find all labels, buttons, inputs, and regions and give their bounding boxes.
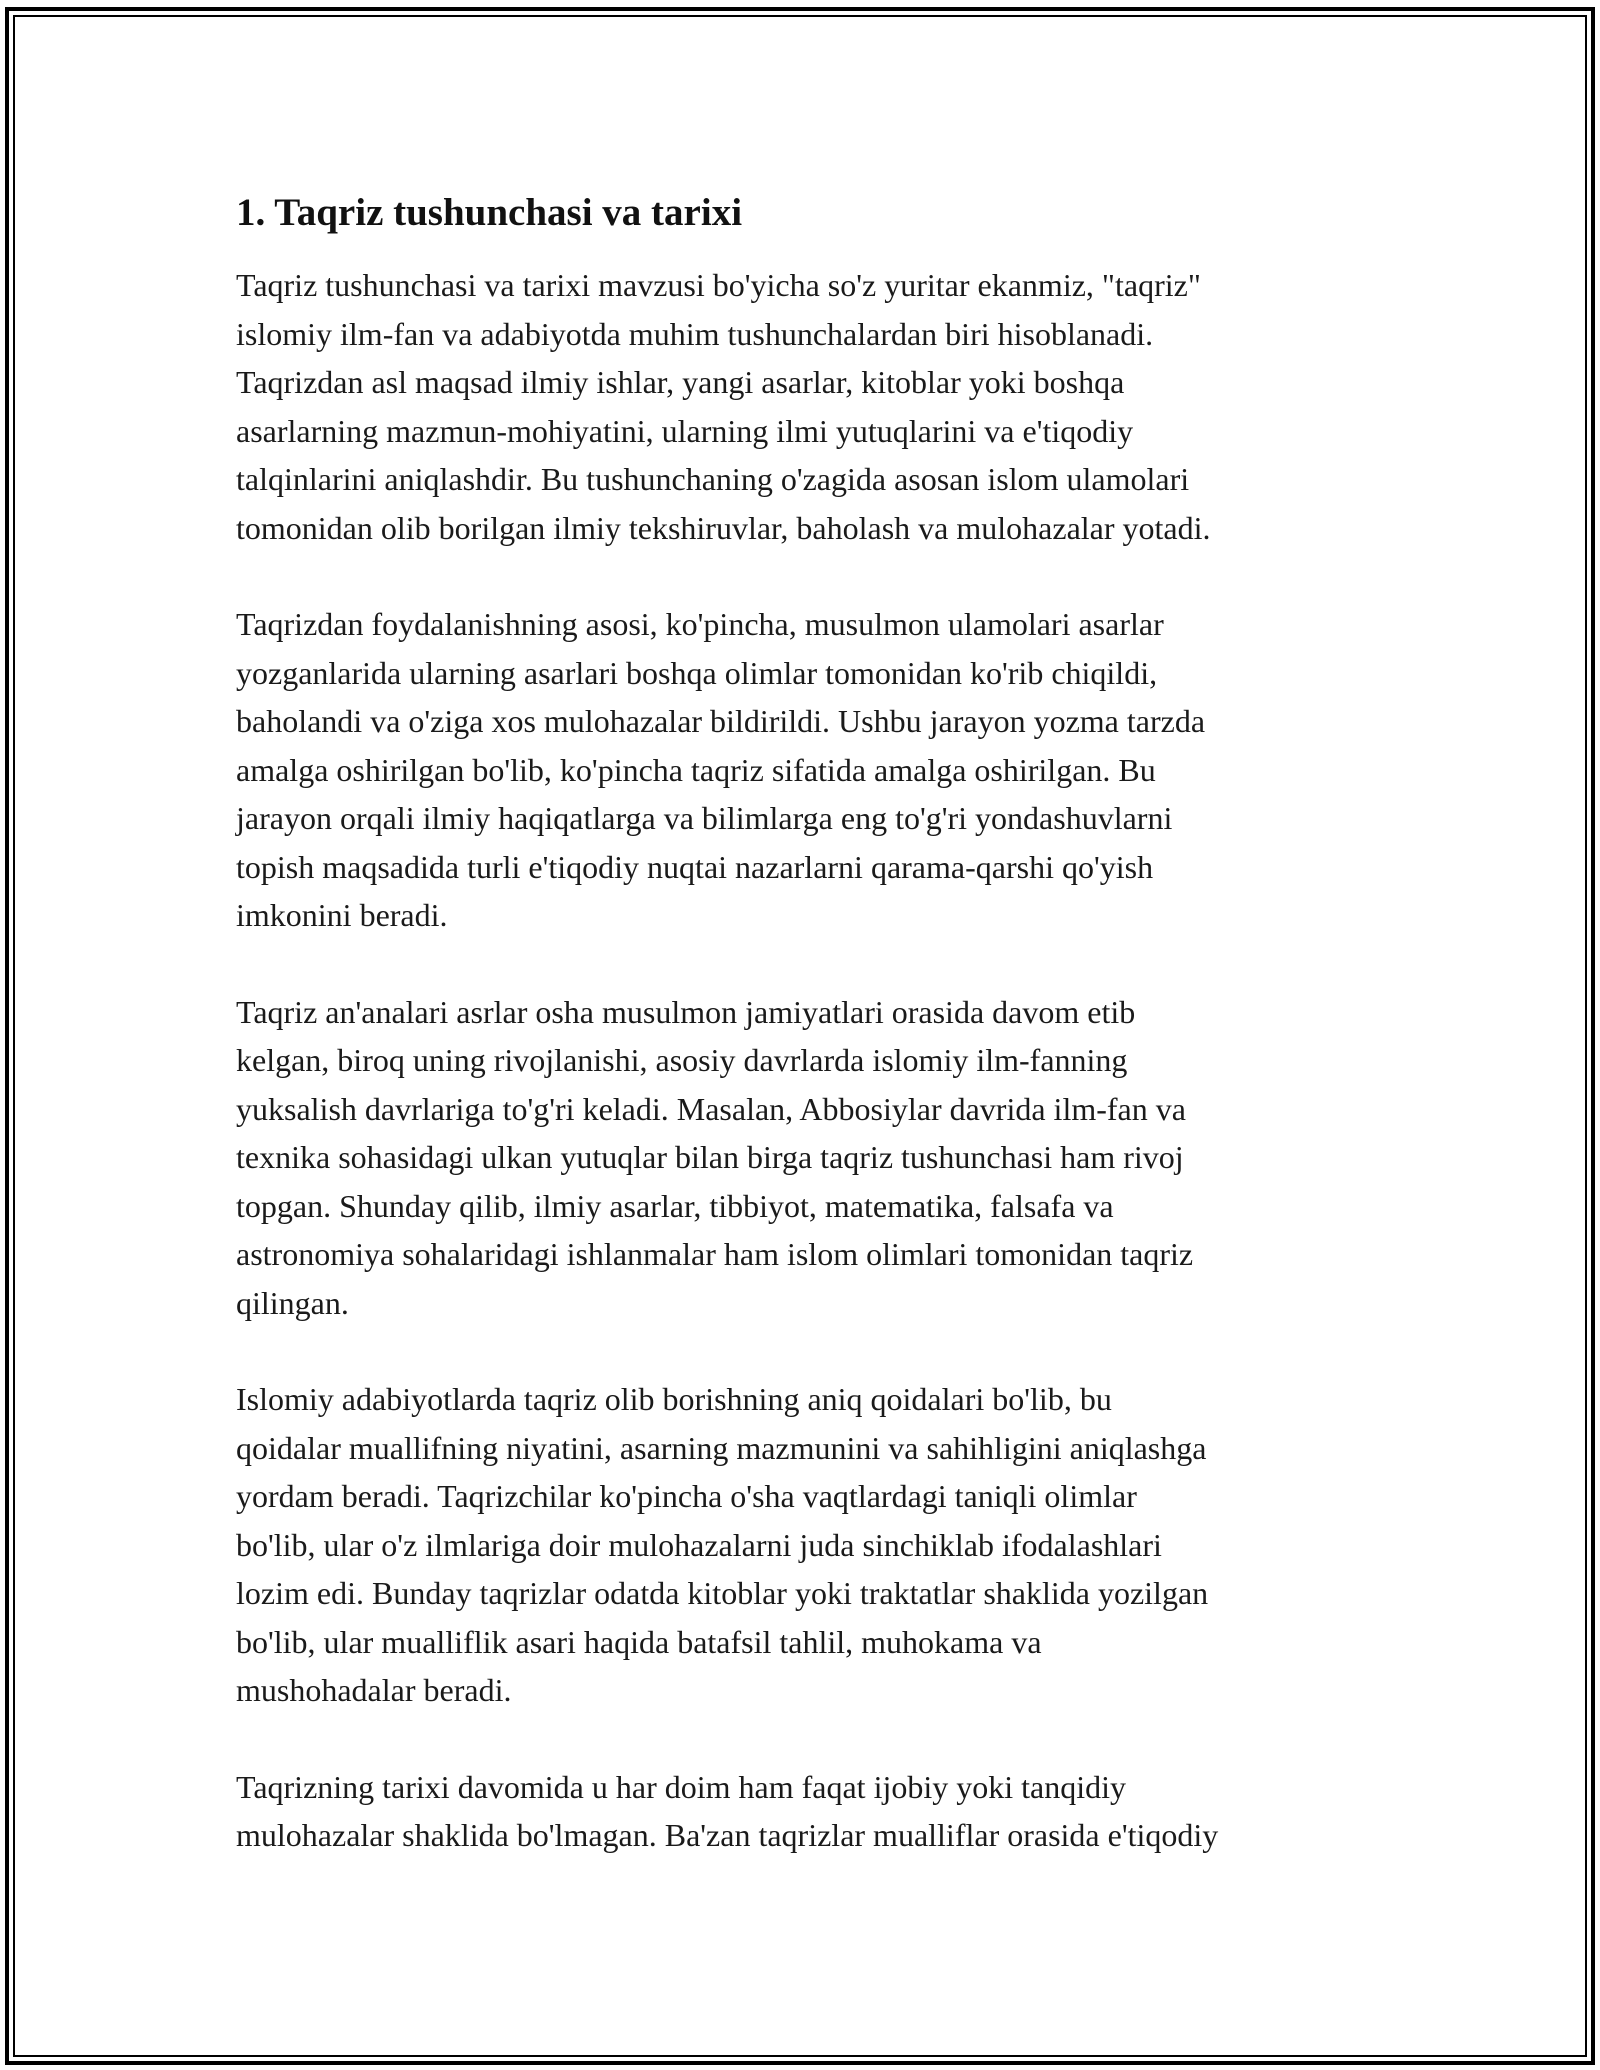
text-line: mulohazalar shaklida bo'lmagan. Ba'zan taqrizlar mualliflar orasida e'tiqodiy [236,1817,1219,1853]
text-line: tomonidan olib borilgan ilmiy tekshiruvlar, baholash va mulohazalar yotadi. [236,509,1211,546]
text-line: kelgan, biroq uning rivojlanishi, asosiy davrlarda islomiy ilm-fanning [236,1042,1128,1078]
text-line: lozim edi. Bunday taqrizlar odatda kitoblar yoki traktatlar shaklida yozilgan [236,1575,1209,1611]
text-line: jarayon orqali ilmiy haqiqatlarga va bilimlarga eng to'g'ri yondashuvlarni [236,800,1173,836]
text-line: islomiy ilm-fan va adabiyotda muhim tushunchalardan biri hisoblanadi. [236,315,1154,352]
text-line: texnika sohasidagi ulkan yutuqlar bilan birga taqriz tushunchasi ham rivoj [236,1139,1184,1175]
paragraph [236,600,1366,940]
text-line: topish maqsadida turli e'tiqodiy nuqtai nazarlarni qarama-qarshi qo'yish [236,848,1154,885]
text-line: qilingan. [236,1284,349,1321]
text-line: Taqriz tushunchasi va tarixi mavzusi bo'yicha so'z yuritar ekanmiz, "taqriz" [236,267,1201,303]
text-line: bo'lib, ular o'z ilmlariga doir mulohazalarni juda sinchiklab ifodalashlari [236,1526,1162,1563]
text-line: Taqriz an'analari asrlar osha musulmon jamiyatlari orasida davom etib [236,993,1136,1030]
text-line: mushohadalar beradi. [236,1672,512,1708]
text-line: asarlarning mazmun-mohiyatini, ularning ilmi yutuqlarini va e'tiqodiy [236,412,1134,449]
paragraph [236,988,1366,1328]
text-line: Taqrizdan foydalanishning asosi, ko'pincha, musulmon ulamolari asarlar [236,606,1164,642]
text-line: bo'lib, ular mualliflik asari haqida batafsil tahlil, muhokama va [236,1623,1042,1660]
text-line: imkonini beradi. [236,897,448,933]
text-line: topgan. Shunday qilib, ilmiy asarlar, tibbiyot, matematika, falsafa va [236,1187,1114,1224]
paragraph [236,1763,1366,1860]
text-line: astronomiya sohalaridagi ishlanmalar ham islom olimlari tomonidan taqriz [236,1236,1194,1272]
text-line: amalga oshirilgan bo'lib, ko'pincha taqriz sifatida amalga oshirilgan. Bu [236,751,1156,788]
text-line: Islomiy adabiyotlarda taqriz olib borishning aniq qoidalari bo'lib, bu [236,1381,1112,1417]
section-heading: 1. Taqriz tushunchasi va tarixi [236,191,743,234]
text-line: yozganlarida ularning asarlari boshqa olimlar tomonidan ko'rib chiqildi, [236,654,1158,691]
paragraph [236,261,1366,552]
text-line: Taqrizning tarixi davomida u har doim ham faqat ijobiy yoki tanqidiy [236,1768,1126,1805]
text-line: baholandi va o'ziga xos mulohazalar bildirildi. Ushbu jarayon yozma tarzda [236,703,1206,739]
text-line: yuksalish davrlariga to'g'ri keladi. Masalan, Abbosiylar davrida ilm-fan va [236,1090,1186,1127]
text-line: yordam beradi. Taqrizchilar ko'pincha o'sha vaqtlardagi taniqli olimlar [236,1478,1137,1514]
text-line: talqinlarini aniqlashdir. Bu tushunchaning o'zagida asosan islom ulamolari [236,461,1190,497]
paragraph [236,1375,1366,1715]
text-line: Taqrizdan asl maqsad ilmiy ishlar, yangi asarlar, kitoblar yoki boshqa [236,364,1125,400]
document-body [236,185,1366,1908]
text-line: qoidalar muallifning niyatini, asarning mazmunini va sahihligini aniqlashga [236,1429,1207,1466]
